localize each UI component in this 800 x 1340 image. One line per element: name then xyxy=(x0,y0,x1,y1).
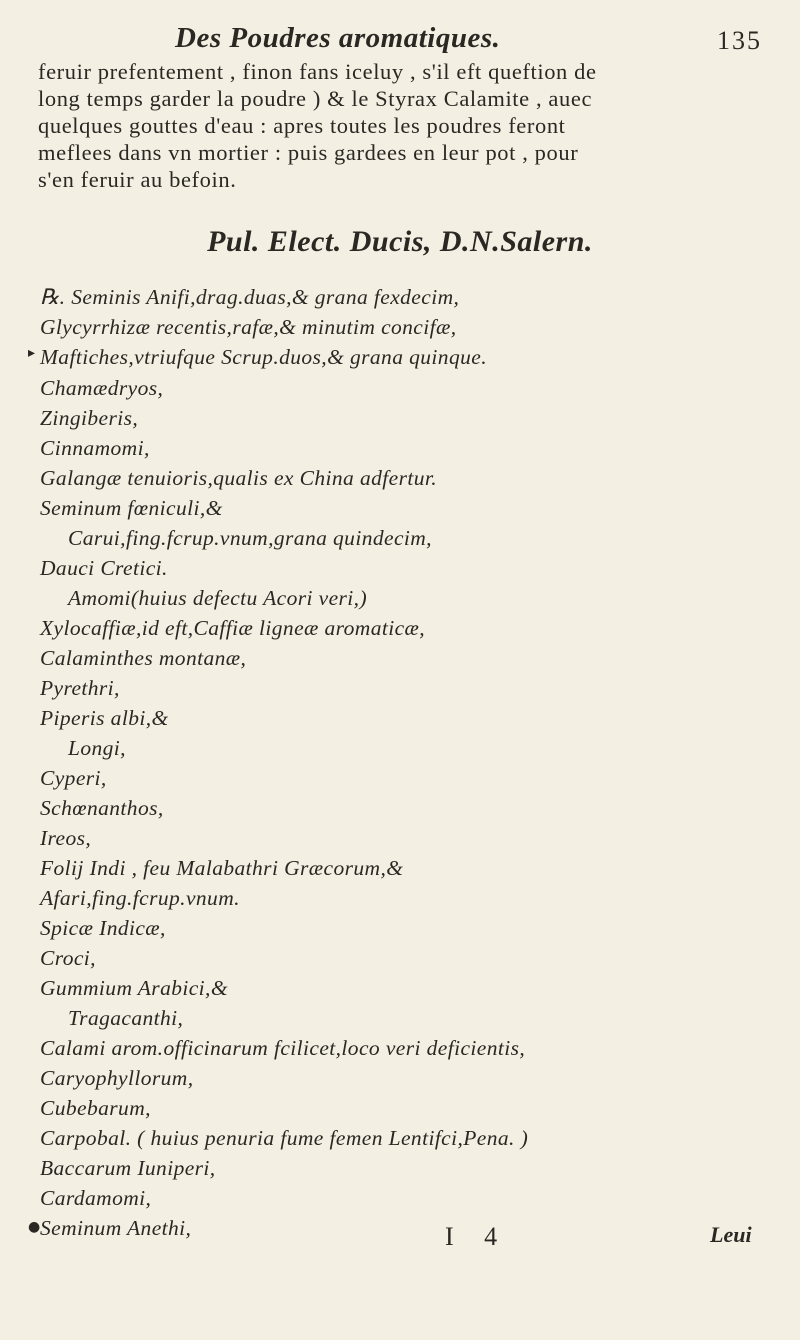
ingredient-line: Ireos, xyxy=(40,826,92,850)
body-line: meflees dans vn mortier : puis gardees en leur pot , pour xyxy=(38,140,579,165)
catchword: Leui xyxy=(710,1222,752,1247)
ingredient-line: Calami arom.officinarum fcilicet,loco veri deficientis, xyxy=(40,1036,526,1060)
ingredient-line: Chamædryos, xyxy=(40,376,164,400)
ingredient-line: Calaminthes montanæ, xyxy=(40,646,247,670)
ingredient-line: Cyperi, xyxy=(40,766,107,790)
ingredient-line: ℞. Seminis Anifi,drag.duas,& grana fexdecim, xyxy=(40,285,460,309)
signature-mark: I 4 xyxy=(445,1222,510,1251)
ingredient-line: Glycyrrhizæ recentis,rafæ,& minutim concifæ, xyxy=(40,315,457,339)
ingredient-line: Spicæ Indicæ, xyxy=(40,916,166,940)
ingredient-line: Maftiches,vtriufque Scrup.duos,& grana quinque. xyxy=(40,345,487,369)
page-number: 135 xyxy=(717,26,762,55)
ingredient-line: Folij Indi , feu Malabathri Græcorum,& xyxy=(40,856,404,880)
body-line: feruir prefentement , finon fans iceluy , s'il eft queftion de xyxy=(38,59,597,84)
ingredient-line: Baccarum Iuniperi, xyxy=(40,1156,216,1180)
ingredient-line: Amomi(huius defectu Acori veri,) xyxy=(68,586,367,610)
ingredient-line: Galangæ tenuioris,qualis ex China adfertur. xyxy=(40,466,438,490)
ingredient-line: Carui,fing.fcrup.vnum,grana quindecim, xyxy=(68,526,432,550)
ingredient-line: Xylocaffiæ,id eft,Caffiæ ligneæ aromaticæ, xyxy=(40,616,426,640)
recipe-title: Pul. Elect. Ducis, D.N.Salern. xyxy=(207,225,593,258)
ingredient-line: Croci, xyxy=(40,946,96,970)
ingredient-line: Longi, xyxy=(68,736,126,760)
ingredient-line: Dauci Cretici. xyxy=(40,556,168,580)
ingredient-line: Tragacanthi, xyxy=(68,1006,184,1030)
body-text xyxy=(38,58,768,193)
ingredient-line: Cardamomi, xyxy=(40,1186,152,1210)
body-line: quelques gouttes d'eau : apres toutes les poudres feront xyxy=(38,113,566,138)
ingredient-line: Afari,fing.fcrup.vnum. xyxy=(40,886,240,910)
ingredient-line: Piperis albi,& xyxy=(40,706,169,730)
ingredient-line: Caryophyllorum, xyxy=(40,1066,194,1090)
ingredient-line: Schœnanthos, xyxy=(40,796,164,820)
running-title: Des Poudres aromatiques. xyxy=(175,22,501,54)
ingredient-line: Gummium Arabici,& xyxy=(40,976,228,1000)
body-line: s'en feruir au befoin. xyxy=(38,167,237,192)
ingredient-line: Pyrethri, xyxy=(40,676,120,700)
ingredient-line: Seminum fœniculi,& xyxy=(40,496,223,520)
ingredient-line: Zingiberis, xyxy=(40,406,139,430)
margin-mark-icon: ▸ xyxy=(28,345,36,361)
page-header xyxy=(0,18,800,58)
ingredient-line: Cubebarum, xyxy=(40,1096,151,1120)
ingredient-line: Seminum Anethi, xyxy=(40,1216,192,1240)
margin-mark-icon: ● xyxy=(28,1219,41,1235)
body-line: long temps garder la poudre ) & le Styrax Calamite , auec xyxy=(38,86,593,111)
ingredient-line: Carpobal. ( huius penuria fume femen Lentifci,Pena. ) xyxy=(40,1126,529,1150)
ingredient-line: Cinnamomi, xyxy=(40,436,150,460)
